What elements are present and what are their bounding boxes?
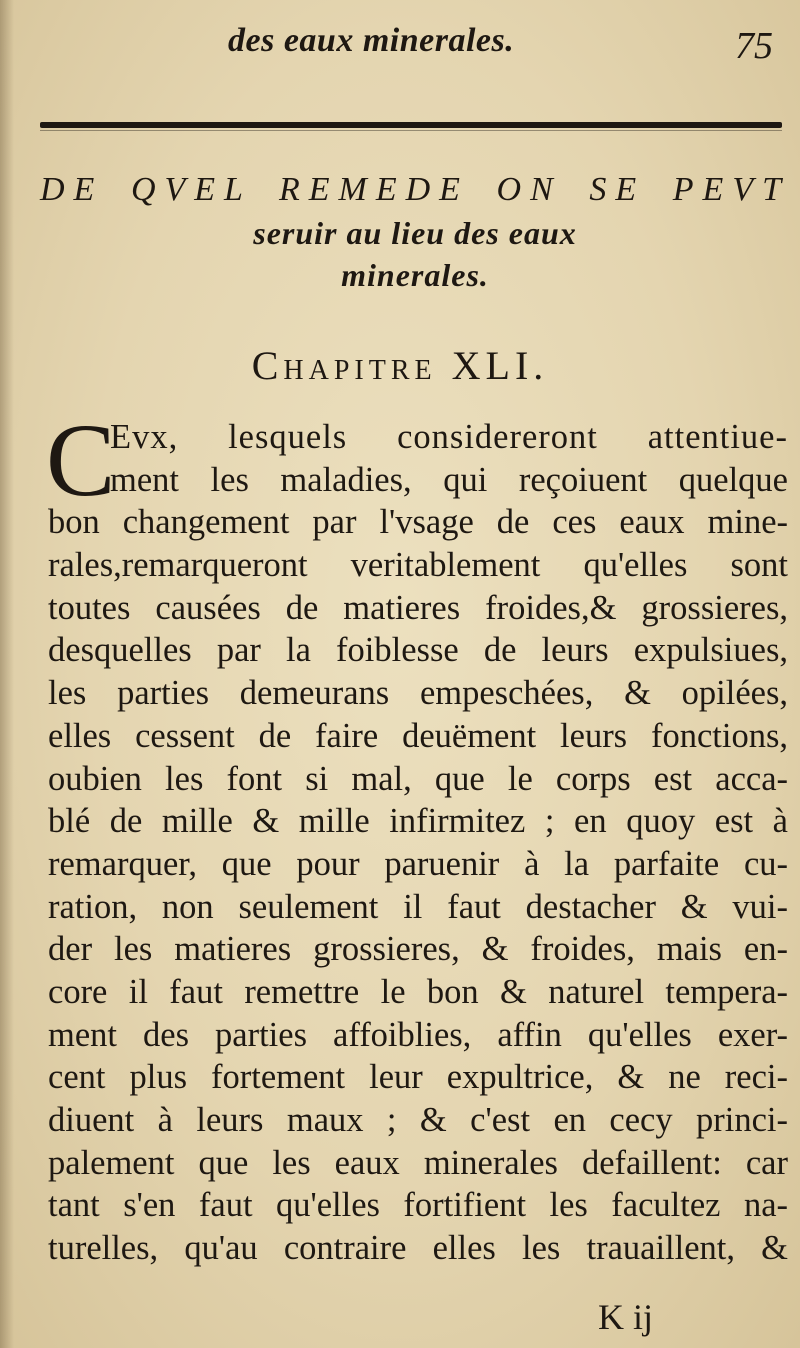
running-head bbox=[0, 22, 800, 72]
text-line: rales,remarqueront veritablement qu'elles sont bbox=[48, 546, 788, 585]
text-line: oubien les font si mal, que le corps est acca- bbox=[48, 759, 788, 798]
footer-row bbox=[0, 1296, 800, 1342]
text-line: palement que les eaux minerales defaillent: car bbox=[48, 1143, 788, 1182]
chapter-number: XLI. bbox=[451, 343, 549, 388]
text-line: ration, non seulement il faut destacher & vui- bbox=[48, 887, 788, 926]
text-line: Evx, lesquels considereront attentiue- bbox=[110, 418, 788, 456]
text-line: der les matieres grossieres, & froides, mais en- bbox=[48, 930, 788, 969]
text-line: remarquer, que pour paruenir à la parfaite cu- bbox=[48, 844, 788, 883]
text-line: desquelles par la foiblesse de leurs expulsiues, bbox=[48, 631, 788, 670]
text-line: elles cessent de faire deuëment leurs fonctions, bbox=[48, 716, 788, 755]
text-line: bon changement par l'vsage de ces eaux mine- bbox=[48, 503, 788, 542]
text-line: blé de mille & mille infirmitez ; en quoy est à bbox=[48, 802, 788, 841]
text-line: les parties demeurans empeschées, & opilées, bbox=[48, 674, 788, 713]
text-line: ment des parties affoiblies, affin qu'elles exer- bbox=[48, 1015, 788, 1054]
running-title: des eaux minerales. bbox=[228, 22, 515, 59]
text-line: core il faut remettre le bon & naturel tempera- bbox=[48, 972, 788, 1011]
body-text bbox=[46, 403, 788, 1270]
heading-line-1: DE QVEL REMEDE ON SE PEVT bbox=[40, 171, 790, 208]
text-line: tant s'en faut qu'elles fortifient les facultez na- bbox=[48, 1186, 788, 1225]
text-line: diuent à leurs maux ; & c'est en cecy princi- bbox=[48, 1101, 788, 1139]
drop-cap: C bbox=[46, 403, 116, 518]
heading-line-2: seruir au lieu des eaux bbox=[253, 215, 577, 251]
chapter-word: Chapitre bbox=[251, 343, 437, 388]
heading-line-3: minerales. bbox=[341, 257, 489, 293]
text-line: ment les maladies, qui reçoiuent quelque bbox=[110, 460, 788, 499]
text-line: turelles, qu'au contraire elles les trauaillent, & bbox=[48, 1229, 788, 1268]
page-gutter-shadow bbox=[0, 0, 14, 1348]
signature-mark: K ij bbox=[598, 1297, 654, 1337]
page-number: 75 bbox=[735, 25, 773, 67]
header-rule bbox=[40, 122, 782, 128]
text-line: cent plus fortement leur expultrice, & ne reci- bbox=[48, 1058, 788, 1097]
chapter-title bbox=[0, 342, 800, 389]
text-line: toutes causées de matieres froides,& grossieres, bbox=[48, 588, 788, 627]
section-heading bbox=[40, 168, 790, 296]
